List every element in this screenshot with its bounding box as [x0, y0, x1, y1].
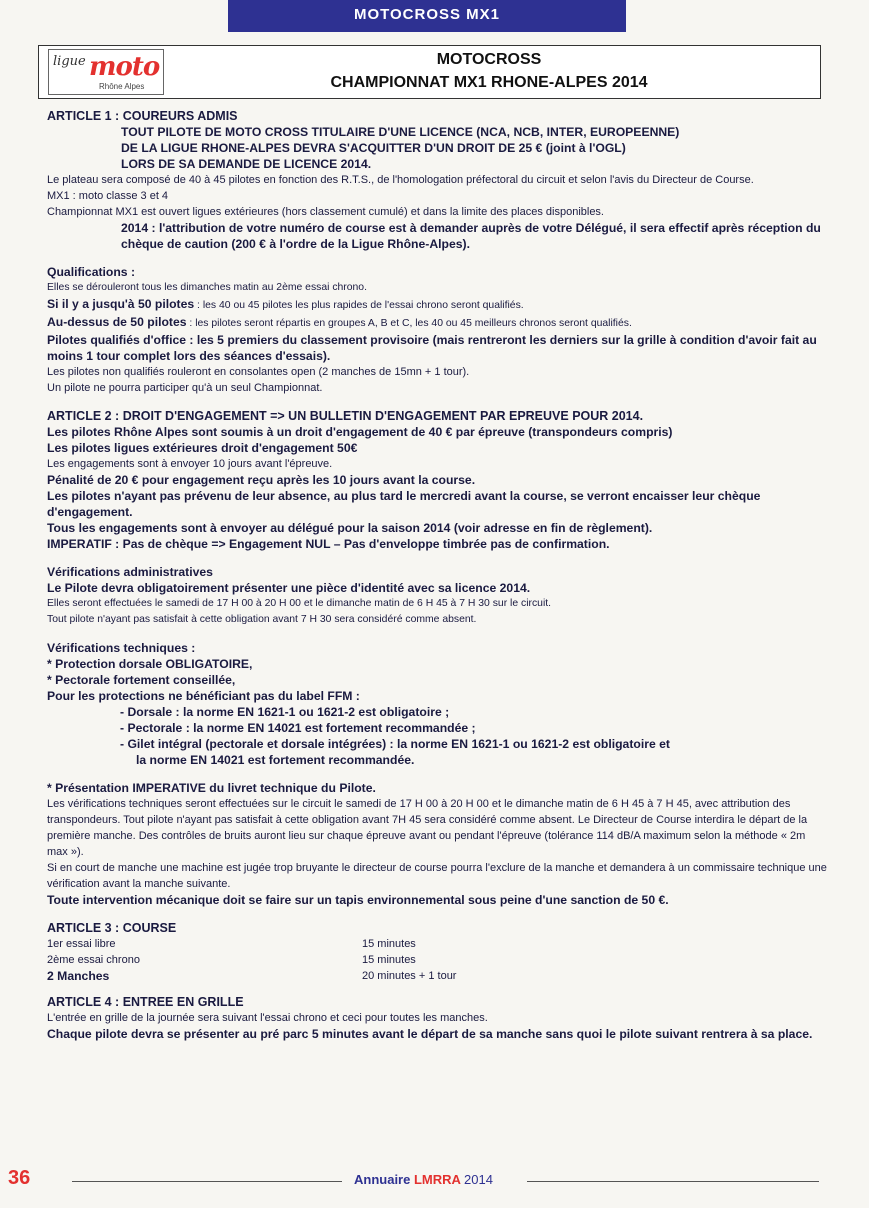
course-row-value: 20 minutes + 1 tour [362, 970, 457, 982]
course-row-label: 1er essai libre [47, 938, 116, 950]
article1-text: Le plateau sera composé de 40 à 45 pilotes en fonction des R.T.S., de l'homologation préfectoral du circuit et selon l'avis du Directeur de Course. [47, 174, 754, 186]
article1-text: Championnat MX1 est ouvert ligues extérieures (hors classement cumulé) et dans la limite des places disponibles. [47, 206, 604, 218]
article1-title: ARTICLE 1 : COUREURS ADMIS [47, 109, 238, 123]
verif-admin-text: Tout pilote n'ayant pas satisfait à cette obligation avant 7 H 30 sera considéré comme absent. [47, 614, 477, 625]
article2-bold: Les pilotes n'ayant pas prévenu de leur absence, au plus tard le mercredi avant la course, se verront encaisser leur chèque d'engagement. [47, 489, 761, 519]
verif-admin-title: Vérifications administratives [47, 565, 213, 579]
verif-tech-title: Vérifications techniques : [47, 641, 196, 655]
course-row-value: 15 minutes [362, 938, 416, 950]
footer-publication: Annuaire LMRRA 2014 [354, 1172, 493, 1187]
regulation-content [47, 108, 827, 1042]
verif-tech-item: la norme EN 14021 est fortement recommandée. [136, 753, 415, 767]
article4-title: ARTICLE 4 : ENTREE EN GRILLE [47, 995, 244, 1009]
article1-bold: 2014 : l'attribution de votre numéro de course est à demander auprès de votre Délégué, il sera effectif après réception du chèque de caution (200 € à l'ordre de la Ligue Rhône-Alpes). [121, 221, 821, 251]
course-row-label: 2 Manches [47, 969, 110, 983]
article2-bold: Tous les engagements sont à envoyer au délégué pour la saison 2014 (voir adresse en fin de règlement). [47, 521, 653, 535]
course-row-value: 15 minutes [362, 954, 416, 966]
footer-rule [527, 1181, 819, 1182]
logo-moto-text: moto [89, 52, 160, 82]
qualif-title: Qualifications : [47, 265, 136, 279]
section-banner: MOTOCROSS MX1 [228, 0, 626, 32]
header-subtitle: CHAMPIONNAT MX1 RHONE-ALPES 2014 [330, 74, 648, 91]
article2-bold: IMPERATIF : Pas de chèque => Engagement NUL – Pas d'enveloppe timbrée pas de confirmation. [47, 537, 610, 551]
article1-bold: LORS DE SA DEMANDE DE LICENCE 2014. [121, 157, 372, 171]
footer-rule [72, 1181, 342, 1182]
verif-tech-bold: Pour les protections ne bénéficiant pas du label FFM : [47, 689, 360, 703]
article2-text: Les engagements sont à envoyer 10 jours avant l'épreuve. [47, 458, 333, 470]
article2-bold: Les pilotes Rhône Alpes sont soumis à un droit d'engagement de 40 € par épreuve (transpondeurs compris) [47, 425, 673, 439]
logo-ligue-text: ligue [53, 54, 86, 69]
article2-bold: Pénalité de 20 € pour engagement reçu après les 10 jours avant la course. [47, 473, 476, 487]
qualif-bold: Pilotes qualifiés d'office : les 5 premiers du classement provisoire (mais rentreront les derniers sur la grille à condition d'avoir fait au moins 1 tour complet lors des séances d'essais). [47, 333, 817, 363]
page-footer [0, 1164, 869, 1194]
livret-bold: Toute intervention mécanique doit se faire sur un tapis environnemental sous peine d'une sanction de 50 €. [47, 893, 669, 907]
verif-tech-item: - Pectorale : la norme EN 14021 est fortement recommandée ; [120, 721, 476, 735]
article4-text: L'entrée en grille de la journée sera suivant l'essai chrono et ceci pour toutes les manches. [47, 1012, 488, 1024]
qualif-line: Au-dessus de 50 pilotes : les pilotes seront répartis en groupes A, B et C, les 40 ou 45 meilleurs chronos seront qualifiés. [47, 315, 632, 329]
document-header [38, 45, 821, 99]
qualif-text: Elles se dérouleront tous les dimanches matin au 2ème essai chrono. [47, 282, 367, 293]
verif-tech-item: - Gilet intégral (pectorale et dorsale intégrées) : la norme EN 1621-1 ou 1621-2 est obligatoire et [120, 737, 670, 751]
livret-title: * Présentation IMPERATIVE du livret technique du Pilote. [47, 781, 376, 795]
article2-bold: Les pilotes ligues extérieures droit d'engagement 50€ [47, 441, 358, 455]
verif-admin-text: Elles seront effectuées le samedi de 17 H 00 à 20 H 00 et le dimanche matin de 6 H 45 à 7 H 30 sur le circuit. [47, 598, 552, 609]
article2-title: ARTICLE 2 : DROIT D'ENGAGEMENT => UN BULLETIN D'ENGAGEMENT PAR EPREUVE POUR 2014. [47, 409, 644, 423]
article4-bold: Chaque pilote devra se présenter au pré parc 5 minutes avant le départ de sa manche sans quoi le pilote suivant rentrera à sa place. [47, 1027, 813, 1041]
header-title: MOTOCROSS [436, 51, 542, 68]
article1-text: MX1 : moto classe 3 et 4 [47, 190, 169, 202]
article1-bold: DE LA LIGUE RHONE-ALPES DEVRA S'ACQUITTER D'UN DROIT DE 25 € (joint à l'OGL) [121, 141, 626, 155]
verif-admin-bold: Le Pilote devra obligatoirement présenter une pièce d'identité avec sa licence 2014. [47, 581, 531, 595]
ligue-moto-logo [48, 49, 164, 95]
verif-tech-item: - Dorsale : la norme EN 1621-1 ou 1621-2 est obligatoire ; [120, 705, 450, 719]
qualif-text: Un pilote ne pourra participer qu'à un seul Championnat. [47, 382, 323, 394]
course-table [47, 936, 827, 986]
livret-text: Si en court de manche une machine est jugée trop bruyante le directeur de course pourra l'exclure de la manche et demandera à un commissaire technique une vérification avant la manche suivante. [47, 862, 827, 890]
qualif-line: Si il y a jusqu'à 50 pilotes : les 40 ou 45 pilotes les plus rapides de l'essai chrono seront qualifiés. [47, 297, 524, 311]
course-row-label: 2ème essai chrono [47, 954, 140, 966]
page-number: 36 [8, 1167, 31, 1189]
verif-tech-bold: * Protection dorsale OBLIGATOIRE, [47, 657, 253, 671]
verif-tech-bold: * Pectorale fortement conseillée, [47, 673, 236, 687]
article1-bold: TOUT PILOTE DE MOTO CROSS TITULAIRE D'UNE LICENCE (NCA, NCB, INTER, EUROPEENNE) [121, 125, 680, 139]
qualif-text: Les pilotes non qualifiés rouleront en consolantes open (2 manches de 15mn + 1 tour). [47, 366, 470, 378]
article3-title: ARTICLE 3 : COURSE [47, 921, 177, 935]
logo-region-text: Rhône Alpes [99, 82, 145, 91]
livret-text: Les vérifications techniques seront effectuées sur le circuit le samedi de 17 H 00 à 20 H 00 et le dimanche matin de 6 H 45 à 7 H 45, avec attribution des transpondeurs. Tout pilote n'ayant pas satisfait à cette obligation avant 7H 45 sera considéré comme absent. Le Directeur de Course interdira le départ de la première manche. Des contrôles de bruits auront lieu sur chaque épreuve avant ou pendant l'épreuve (tolérance 114 dB/A maximum selon la méthode « 2m max »). [47, 798, 808, 858]
